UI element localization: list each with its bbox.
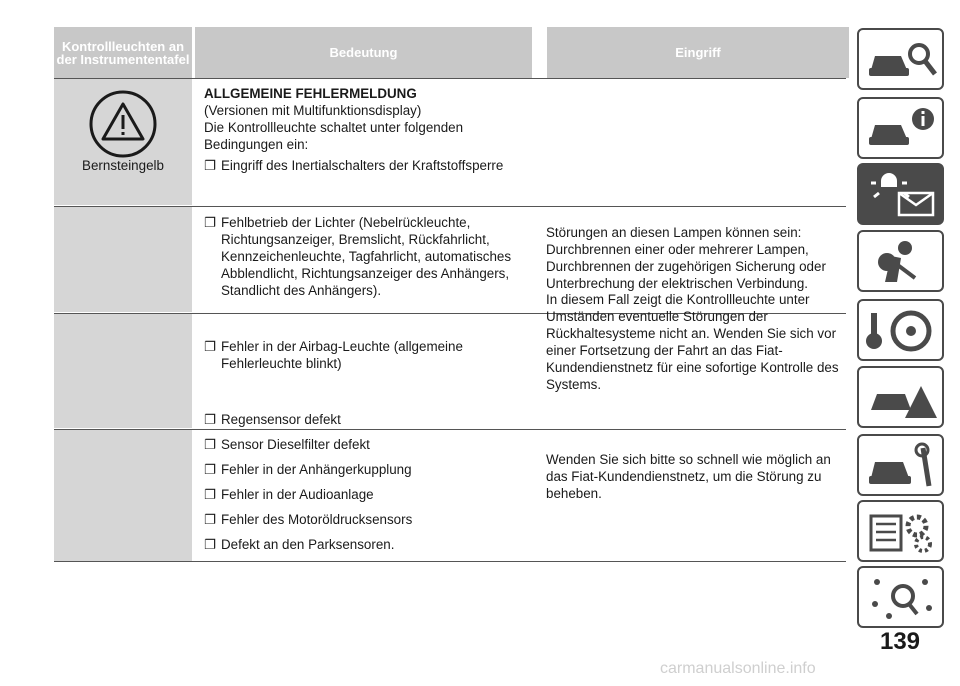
row-divider [54, 561, 846, 562]
list-item: ❐ Sensor Dieselfilter defekt [204, 437, 370, 452]
row2-meaning [204, 214, 534, 299]
car-info-icon [865, 105, 939, 153]
list-item: ❐ Regensensor defekt [204, 412, 341, 427]
list-item: ❐ Fehler in der Audioanlage [204, 487, 374, 502]
list-item: ❐ Fehler in der Anhängerkupplung [204, 462, 412, 477]
specs-gear-icon [865, 508, 939, 556]
chapter-tab[interactable] [857, 299, 944, 361]
row-divider [54, 206, 846, 207]
header-col-meaning: Bedeutung [192, 27, 532, 78]
list-item: ❐ Fehler in der Airbag-Leuchte (allgemeine Fehlerleuchte blinkt) [204, 339, 463, 371]
checkbox-bullet-icon: ❐ [204, 462, 217, 477]
checkbox-bullet-icon: ❐ [204, 339, 217, 354]
page-number: 139 [879, 628, 921, 655]
car-emergency-icon [865, 374, 939, 422]
chapter-tab[interactable] [857, 28, 944, 90]
warning-lights-icon [865, 171, 939, 219]
row1-line: Die Kontrollleuchte schaltet unter folgenden Bedingungen ein: [204, 120, 464, 152]
row2-action: Störungen an diesen Lampen können sein: Durchbrennen einer oder mehrerer Lampen, Durchbrennen der zugehörigen Sicherung oder Unterbrechung der elektrischen Verbindung. [546, 225, 826, 291]
light-cell-1 [54, 78, 192, 205]
checkbox-bullet-icon: ❐ [204, 215, 217, 230]
row4-action: Wenden Sie sich bitte so schnell wie möglich an das Fiat-Kundendienstnetz, um die Störung zu beheben. [546, 452, 831, 501]
chapter-tab[interactable] [857, 230, 944, 292]
steering-key-icon [865, 307, 939, 355]
header-col-action: Eingriff [544, 27, 849, 78]
list-item: ❐ Eingriff des Inertialschalters der Kraftstoffsperre [204, 158, 504, 173]
warning-triangle-icon [54, 78, 192, 168]
index-letters-icon [865, 574, 939, 622]
chapter-tab[interactable] [857, 500, 944, 562]
light-color-label: Bernsteingelb [82, 158, 164, 173]
checkbox-bullet-icon: ❐ [204, 512, 217, 527]
light-cell-3 [54, 314, 192, 428]
list-item: ❐ Fehler des Motoröldrucksensors [204, 512, 413, 527]
light-cell-4 [54, 430, 192, 561]
row3-action: In diesem Fall zeigt die Kontrollleuchte unter Umständen eventuelle Störungen der Rückhaltesysteme nicht an. Wenden Sie sich vor einer Fortsetzung der Fahrt an das Fiat-Kundendienstnetz für eine sofortige Kontrolle des Systems. [546, 292, 839, 392]
header-col-lights: Kontrollleuchten an der Instrumententafel [54, 27, 192, 78]
row1-line: (Versionen mit Multifunktionsdisplay) [204, 103, 422, 118]
chapter-tab[interactable] [857, 566, 944, 628]
checkbox-bullet-icon: ❐ [204, 158, 217, 173]
list-item: ❐ Fehlbetrieb der Lichter (Nebelrückleuchte, Richtungsanzeiger, Bremslicht, Rückfahrlicht, Kennzeichenleuchte, Tagfahrlicht, automatisches Abblendlicht, Richtungsanzeiger des Anhängers, Standlicht des Anhängers). [204, 215, 512, 298]
row-divider [54, 78, 846, 79]
row1-meaning [204, 85, 534, 174]
checkbox-bullet-icon: ❐ [204, 537, 217, 552]
chapter-tab[interactable] [857, 434, 944, 496]
car-search-icon [865, 36, 939, 84]
seat-airbag-icon [865, 238, 939, 286]
checkbox-bullet-icon: ❐ [204, 487, 217, 502]
watermark: carmanualsonline.info [660, 660, 816, 677]
row3-meaning [204, 338, 534, 372]
row1-title: ALLGEMEINE FEHLERMELDUNG [204, 86, 417, 101]
list-item: ❐ Defekt an den Parksensoren. [204, 537, 395, 552]
chapter-tab-active[interactable] [857, 163, 944, 225]
checkbox-bullet-icon: ❐ [204, 412, 217, 427]
chapter-tab[interactable] [857, 366, 944, 428]
car-wrench-icon [865, 442, 939, 490]
chapter-tab[interactable] [857, 97, 944, 159]
checkbox-bullet-icon: ❐ [204, 437, 217, 452]
row4-meaning [204, 411, 534, 553]
light-cell-2 [54, 207, 192, 312]
